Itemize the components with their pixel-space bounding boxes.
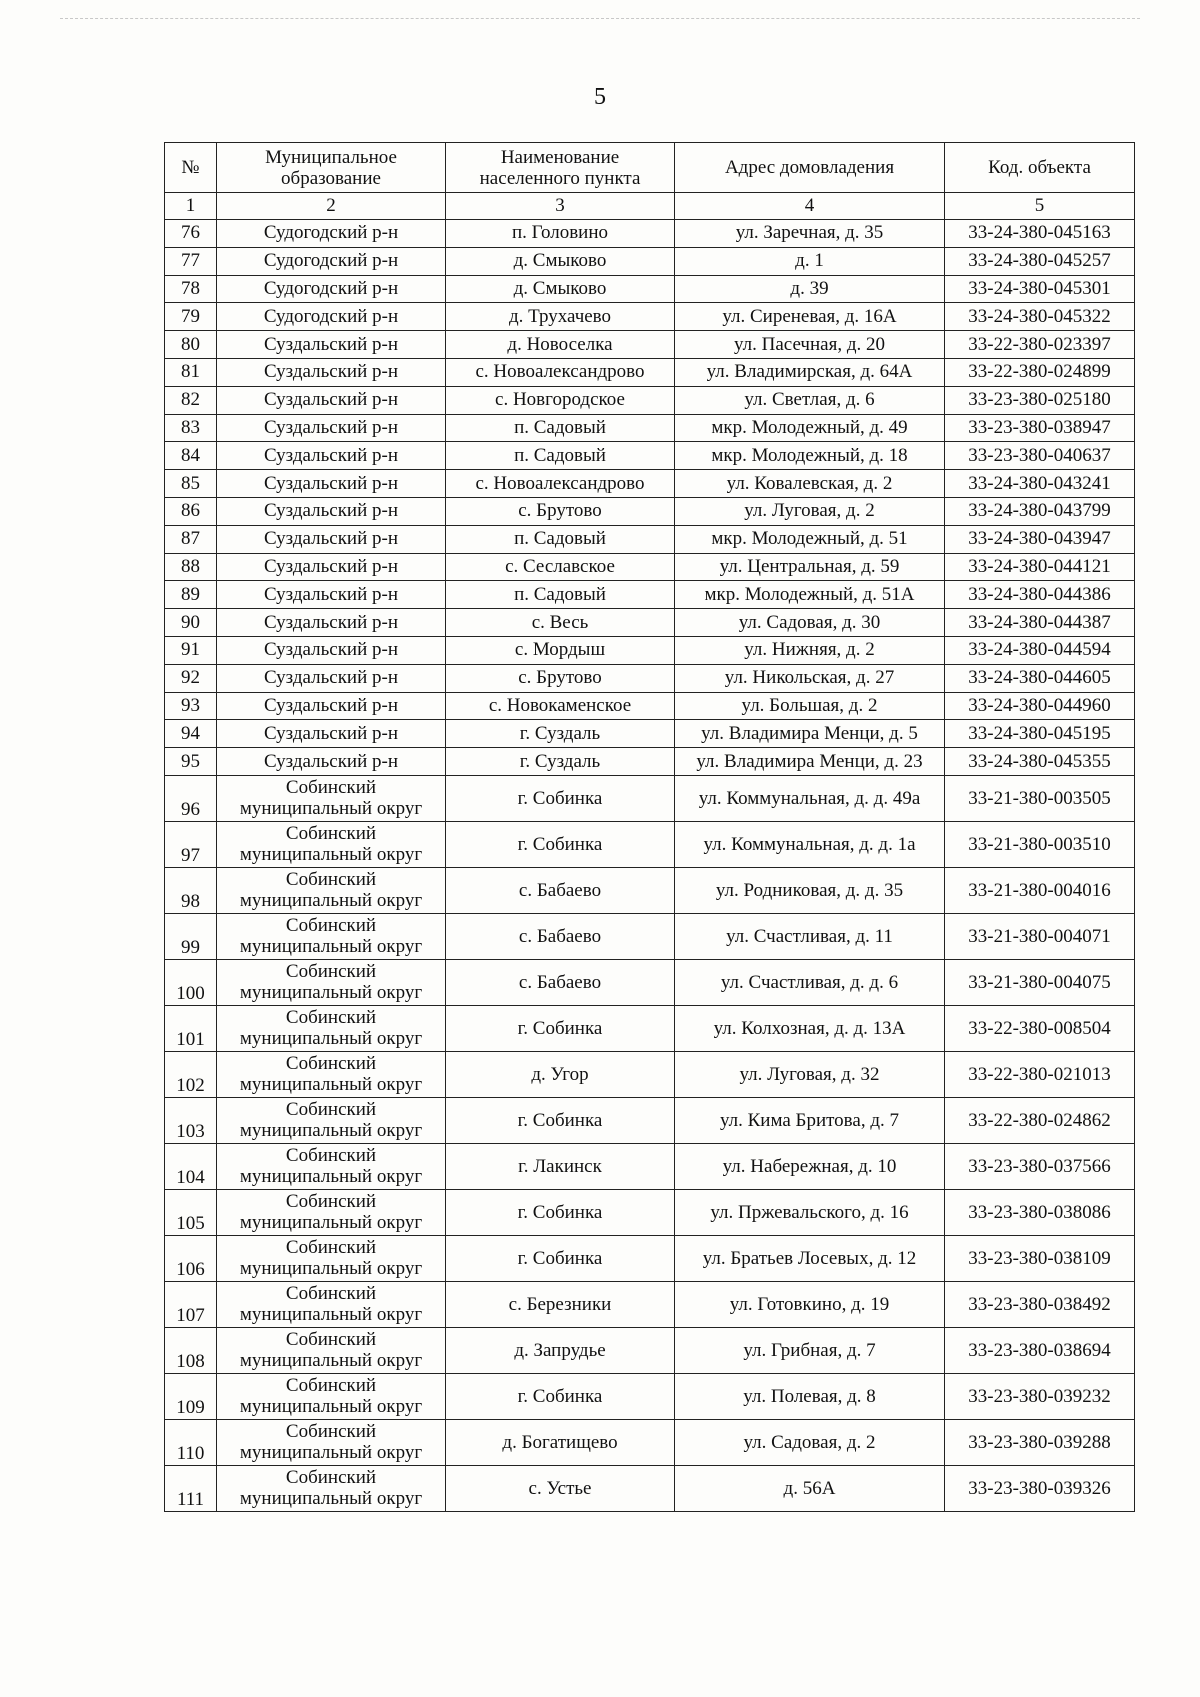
table-row: [165, 1419, 1135, 1465]
row-number: 109: [165, 1373, 217, 1419]
row-municipality: Суздальский р-н: [217, 525, 446, 553]
row-number: 86: [165, 497, 217, 525]
table-row: [165, 275, 1135, 303]
table-row: [165, 1235, 1135, 1281]
row-address: д. 56А: [675, 1465, 945, 1511]
row-address: мкр. Молодежный, д. 49: [675, 414, 945, 442]
row-number: 83: [165, 414, 217, 442]
row-address: ул. Колхозная, д. д. 13А: [675, 1005, 945, 1051]
row-settlement: д. Угор: [446, 1051, 675, 1097]
row-address: д. 1: [675, 247, 945, 275]
row-object-code: 33-23-380-037566: [945, 1143, 1135, 1189]
row-municipality: Суздальский р-н: [217, 331, 446, 359]
row-settlement: с. Сеславское: [446, 553, 675, 581]
households-table: [164, 142, 1135, 1512]
row-number: 84: [165, 442, 217, 470]
row-number: 80: [165, 331, 217, 359]
row-object-code: 33-24-380-045163: [945, 220, 1135, 248]
row-number: 79: [165, 303, 217, 331]
row-settlement: г. Собинка: [446, 1373, 675, 1419]
row-address: ул. Владимира Менци, д. 5: [675, 720, 945, 748]
row-address: ул. Нижняя, д. 2: [675, 636, 945, 664]
row-municipality: Собинский муниципальный округ: [217, 1465, 446, 1511]
row-municipality: Суздальский р-н: [217, 664, 446, 692]
row-object-code: 33-21-380-004016: [945, 867, 1135, 913]
row-settlement: с. Новокаменское: [446, 692, 675, 720]
row-number: 108: [165, 1327, 217, 1373]
row-object-code: 33-22-380-024899: [945, 358, 1135, 386]
row-number: 77: [165, 247, 217, 275]
row-number: 98: [165, 867, 217, 913]
row-settlement: д. Богатищево: [446, 1419, 675, 1465]
row-address: ул. Большая, д. 2: [675, 692, 945, 720]
row-number: 105: [165, 1189, 217, 1235]
row-address: ул. Центральная, д. 59: [675, 553, 945, 581]
row-municipality: Собинский муниципальный округ: [217, 821, 446, 867]
row-object-code: 33-21-380-003505: [945, 775, 1135, 821]
row-municipality: Собинский муниципальный округ: [217, 1327, 446, 1373]
row-municipality: Суздальский р-н: [217, 720, 446, 748]
row-address: ул. Ковалевская, д. 2: [675, 470, 945, 498]
row-settlement: г. Собинка: [446, 1005, 675, 1051]
row-municipality: Суздальский р-н: [217, 497, 446, 525]
table-row: [165, 414, 1135, 442]
row-settlement: с. Новоалександрово: [446, 358, 675, 386]
row-object-code: 33-22-380-023397: [945, 331, 1135, 359]
row-address: ул. Владимира Менци, д. 23: [675, 748, 945, 776]
table-row: [165, 220, 1135, 248]
row-settlement: г. Собинка: [446, 1097, 675, 1143]
header-object-code: Код. объекта: [945, 143, 1135, 193]
header-municipality: Муниципальное образование: [217, 143, 446, 193]
row-object-code: 33-24-380-043947: [945, 525, 1135, 553]
table-row: [165, 1005, 1135, 1051]
row-address: ул. Сиреневая, д. 16А: [675, 303, 945, 331]
row-object-code: 33-24-380-044387: [945, 609, 1135, 637]
row-settlement: п. Садовый: [446, 525, 675, 553]
row-number: 94: [165, 720, 217, 748]
row-number: 111: [165, 1465, 217, 1511]
page-number: 5: [594, 84, 606, 110]
row-object-code: 33-24-380-044605: [945, 664, 1135, 692]
table-row: [165, 1143, 1135, 1189]
table-row: [165, 358, 1135, 386]
row-object-code: 33-21-380-003510: [945, 821, 1135, 867]
row-object-code: 33-24-380-045355: [945, 748, 1135, 776]
row-municipality: Собинский муниципальный округ: [217, 1373, 446, 1419]
row-number: 107: [165, 1281, 217, 1327]
row-settlement: г. Суздаль: [446, 720, 675, 748]
row-municipality: Собинский муниципальный округ: [217, 913, 446, 959]
table-row: [165, 247, 1135, 275]
row-municipality: Собинский муниципальный округ: [217, 1189, 446, 1235]
row-settlement: д. Запрудье: [446, 1327, 675, 1373]
row-object-code: 33-23-380-038086: [945, 1189, 1135, 1235]
row-number: 81: [165, 358, 217, 386]
table-row: [165, 581, 1135, 609]
row-settlement: д. Новоселка: [446, 331, 675, 359]
row-settlement: п. Садовый: [446, 581, 675, 609]
table-row: [165, 497, 1135, 525]
row-settlement: д. Смыково: [446, 275, 675, 303]
row-object-code: 33-23-380-040637: [945, 442, 1135, 470]
row-municipality: Судогодский р-н: [217, 303, 446, 331]
row-settlement: п. Садовый: [446, 442, 675, 470]
row-object-code: 33-24-380-045301: [945, 275, 1135, 303]
column-number: 4: [675, 193, 945, 220]
row-municipality: Суздальский р-н: [217, 470, 446, 498]
table-row: [165, 775, 1135, 821]
row-number: 104: [165, 1143, 217, 1189]
row-number: 76: [165, 220, 217, 248]
table-row: [165, 692, 1135, 720]
row-object-code: 33-24-380-044960: [945, 692, 1135, 720]
row-municipality: Собинский муниципальный округ: [217, 867, 446, 913]
row-number: 101: [165, 1005, 217, 1051]
table-row: [165, 1051, 1135, 1097]
row-settlement: п. Садовый: [446, 414, 675, 442]
column-number: 3: [446, 193, 675, 220]
table-row: [165, 664, 1135, 692]
row-address: ул. Луговая, д. 32: [675, 1051, 945, 1097]
header-address: Адрес домовладения: [675, 143, 945, 193]
row-municipality: Собинский муниципальный округ: [217, 775, 446, 821]
row-address: ул. Полевая, д. 8: [675, 1373, 945, 1419]
row-object-code: 33-24-380-045195: [945, 720, 1135, 748]
row-object-code: 33-24-380-043799: [945, 497, 1135, 525]
row-municipality: Собинский муниципальный округ: [217, 1051, 446, 1097]
table-row: [165, 553, 1135, 581]
row-municipality: Собинский муниципальный округ: [217, 1005, 446, 1051]
table-row: [165, 303, 1135, 331]
row-address: ул. Никольская, д. 27: [675, 664, 945, 692]
header-number: №: [165, 143, 217, 193]
row-municipality: Суздальский р-н: [217, 581, 446, 609]
row-settlement: д. Трухачево: [446, 303, 675, 331]
row-number: 103: [165, 1097, 217, 1143]
row-address: ул. Грибная, д. 7: [675, 1327, 945, 1373]
row-number: 97: [165, 821, 217, 867]
row-object-code: 33-24-380-045257: [945, 247, 1135, 275]
table-row: [165, 609, 1135, 637]
row-object-code: 33-23-380-025180: [945, 386, 1135, 414]
row-number: 93: [165, 692, 217, 720]
row-number: 106: [165, 1235, 217, 1281]
row-address: ул. Коммунальная, д. д. 1а: [675, 821, 945, 867]
row-address: ул. Счастливая, д. д. 6: [675, 959, 945, 1005]
row-number: 90: [165, 609, 217, 637]
row-settlement: с. Бабаево: [446, 959, 675, 1005]
row-object-code: 33-22-380-024862: [945, 1097, 1135, 1143]
row-municipality: Суздальский р-н: [217, 748, 446, 776]
row-number: 87: [165, 525, 217, 553]
row-number: 96: [165, 775, 217, 821]
row-municipality: Судогодский р-н: [217, 220, 446, 248]
row-settlement: г. Собинка: [446, 821, 675, 867]
row-number: 88: [165, 553, 217, 581]
row-address: мкр. Молодежный, д. 51А: [675, 581, 945, 609]
row-address: ул. Садовая, д. 2: [675, 1419, 945, 1465]
row-settlement: с. Новоалександрово: [446, 470, 675, 498]
row-settlement: г. Собинка: [446, 775, 675, 821]
row-address: ул. Кима Бритова, д. 7: [675, 1097, 945, 1143]
table-row: [165, 470, 1135, 498]
row-municipality: Суздальский р-н: [217, 414, 446, 442]
table-row: [165, 1281, 1135, 1327]
row-municipality: Собинский муниципальный округ: [217, 1419, 446, 1465]
row-settlement: с. Бабаево: [446, 913, 675, 959]
row-municipality: Суздальский р-н: [217, 692, 446, 720]
row-address: ул. Родниковая, д. д. 35: [675, 867, 945, 913]
row-address: ул. Готовкино, д. 19: [675, 1281, 945, 1327]
table-row: [165, 636, 1135, 664]
row-settlement: с. Брутово: [446, 497, 675, 525]
table-row: [165, 1097, 1135, 1143]
scan-top-edge: [60, 18, 1140, 19]
row-object-code: 33-23-380-038492: [945, 1281, 1135, 1327]
row-settlement: г. Собинка: [446, 1235, 675, 1281]
row-address: мкр. Молодежный, д. 18: [675, 442, 945, 470]
table-row: [165, 331, 1135, 359]
header-settlement: Наименование населенного пункта: [446, 143, 675, 193]
row-object-code: 33-21-380-004071: [945, 913, 1135, 959]
row-object-code: 33-23-380-038694: [945, 1327, 1135, 1373]
row-object-code: 33-23-380-039288: [945, 1419, 1135, 1465]
table-row: [165, 748, 1135, 776]
table-row: [165, 1465, 1135, 1511]
row-address: ул. Владимирская, д. 64А: [675, 358, 945, 386]
row-municipality: Суздальский р-н: [217, 358, 446, 386]
row-municipality: Собинский муниципальный округ: [217, 959, 446, 1005]
row-settlement: с. Весь: [446, 609, 675, 637]
row-object-code: 33-24-380-043241: [945, 470, 1135, 498]
row-address: ул. Садовая, д. 30: [675, 609, 945, 637]
row-object-code: 33-24-380-044386: [945, 581, 1135, 609]
row-number: 99: [165, 913, 217, 959]
row-number: 92: [165, 664, 217, 692]
row-address: ул. Братьев Лосевых, д. 12: [675, 1235, 945, 1281]
row-municipality: Суздальский р-н: [217, 442, 446, 470]
row-municipality: Судогодский р-н: [217, 247, 446, 275]
column-number: 2: [217, 193, 446, 220]
row-settlement: г. Собинка: [446, 1189, 675, 1235]
row-municipality: Суздальский р-н: [217, 636, 446, 664]
row-address: ул. Набережная, д. 10: [675, 1143, 945, 1189]
table-row: [165, 1189, 1135, 1235]
row-object-code: 33-22-380-021013: [945, 1051, 1135, 1097]
row-address: ул. Пржевальского, д. 16: [675, 1189, 945, 1235]
table-row: [165, 913, 1135, 959]
row-address: ул. Светлая, д. 6: [675, 386, 945, 414]
row-municipality: Собинский муниципальный округ: [217, 1281, 446, 1327]
table-row: [165, 821, 1135, 867]
column-number: 1: [165, 193, 217, 220]
row-object-code: 33-24-380-045322: [945, 303, 1135, 331]
row-number: 89: [165, 581, 217, 609]
row-address: ул. Луговая, д. 2: [675, 497, 945, 525]
row-address: ул. Пасечная, д. 20: [675, 331, 945, 359]
table-row: [165, 525, 1135, 553]
row-municipality: Суздальский р-н: [217, 386, 446, 414]
row-object-code: 33-23-380-038947: [945, 414, 1135, 442]
row-number: 91: [165, 636, 217, 664]
row-settlement: с. Устье: [446, 1465, 675, 1511]
row-number: 95: [165, 748, 217, 776]
table-row: [165, 442, 1135, 470]
row-address: ул. Коммунальная, д. д. 49а: [675, 775, 945, 821]
row-municipality: Собинский муниципальный округ: [217, 1235, 446, 1281]
row-address: мкр. Молодежный, д. 51: [675, 525, 945, 553]
row-address: д. 39: [675, 275, 945, 303]
row-number: 78: [165, 275, 217, 303]
row-settlement: с. Бабаево: [446, 867, 675, 913]
row-object-code: 33-23-380-038109: [945, 1235, 1135, 1281]
row-settlement: г. Лакинск: [446, 1143, 675, 1189]
row-settlement: п. Головино: [446, 220, 675, 248]
table-row: [165, 1373, 1135, 1419]
row-number: 102: [165, 1051, 217, 1097]
row-number: 82: [165, 386, 217, 414]
table-row: [165, 386, 1135, 414]
row-object-code: 33-23-380-039326: [945, 1465, 1135, 1511]
table-row: [165, 959, 1135, 1005]
column-number: 5: [945, 193, 1135, 220]
table-row: [165, 1327, 1135, 1373]
column-number-row: [165, 193, 1135, 220]
row-address: ул. Заречная, д. 35: [675, 220, 945, 248]
row-number: 85: [165, 470, 217, 498]
table-row: [165, 720, 1135, 748]
header-row: [165, 143, 1135, 193]
row-object-code: 33-22-380-008504: [945, 1005, 1135, 1051]
row-object-code: 33-24-380-044594: [945, 636, 1135, 664]
row-settlement: с. Березники: [446, 1281, 675, 1327]
row-municipality: Суздальский р-н: [217, 553, 446, 581]
row-settlement: с. Брутово: [446, 664, 675, 692]
row-object-code: 33-21-380-004075: [945, 959, 1135, 1005]
row-number: 110: [165, 1419, 217, 1465]
row-municipality: Собинский муниципальный округ: [217, 1143, 446, 1189]
row-municipality: Собинский муниципальный округ: [217, 1097, 446, 1143]
row-settlement: д. Смыково: [446, 247, 675, 275]
row-object-code: 33-23-380-039232: [945, 1373, 1135, 1419]
table-body: [165, 220, 1135, 1512]
table-row: [165, 867, 1135, 913]
row-municipality: Судогодский р-н: [217, 275, 446, 303]
row-settlement: с. Мордыш: [446, 636, 675, 664]
row-settlement: г. Суздаль: [446, 748, 675, 776]
row-address: ул. Счастливая, д. 11: [675, 913, 945, 959]
row-number: 100: [165, 959, 217, 1005]
row-municipality: Суздальский р-н: [217, 609, 446, 637]
row-object-code: 33-24-380-044121: [945, 553, 1135, 581]
row-settlement: с. Новгородское: [446, 386, 675, 414]
